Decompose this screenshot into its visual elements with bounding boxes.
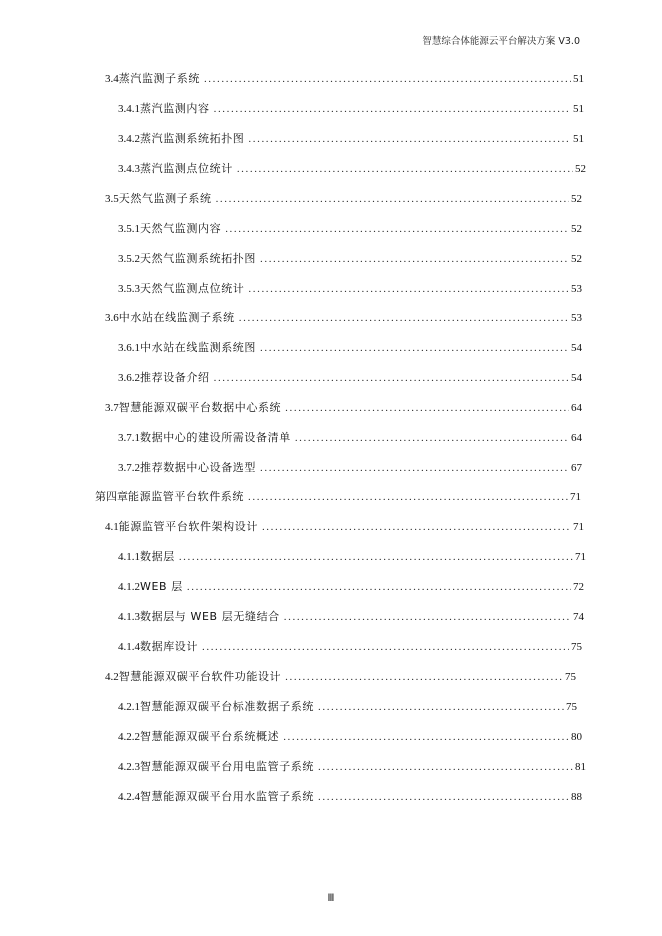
toc-entry-title: 推荐设备介绍 — [140, 371, 210, 384]
toc-entry-title: 推荐数据中心设备选型 — [140, 461, 256, 474]
toc-entry[interactable] — [118, 638, 582, 656]
toc-entry-page: 51 — [573, 133, 584, 145]
toc-entry-page: 52 — [571, 193, 582, 205]
toc-entry-page: 64 — [571, 432, 582, 444]
toc-entry-number: 3.5.3 — [118, 283, 140, 295]
toc-entry-number: 4.2 — [105, 671, 119, 683]
toc-entry-number: 3.6.2 — [118, 372, 140, 384]
toc-entry-title: 数据库设计 — [140, 640, 198, 653]
toc-dot-leader — [187, 578, 571, 596]
toc-dot-leader — [318, 758, 573, 776]
toc-entry-page: 67 — [571, 462, 582, 474]
toc-entry-number: 3.4.3 — [118, 163, 140, 175]
toc-entry[interactable] — [105, 309, 582, 327]
toc-entry[interactable] — [118, 698, 577, 716]
toc-entry-number: 4.1.1 — [118, 551, 140, 563]
toc-dot-leader — [285, 668, 563, 686]
toc-entry-title: 天然气监测点位统计 — [140, 282, 245, 295]
toc-dot-leader — [260, 250, 569, 268]
toc-entry-page: 52 — [571, 253, 582, 265]
toc-entry-title: 天然气监测系统拓扑图 — [140, 252, 256, 265]
toc-entry-page: 75 — [566, 701, 577, 713]
toc-entry-title: 蒸汽监测系统拓扑图 — [140, 132, 245, 145]
toc-entry-number: 3.5.2 — [118, 253, 140, 265]
toc-entry[interactable] — [118, 339, 582, 357]
toc-dot-leader — [204, 70, 571, 88]
toc-entry-number: 4.1.4 — [118, 641, 140, 653]
toc-entry-number: 3.4.1 — [118, 103, 140, 115]
toc-entry-number: 第四章 — [95, 491, 128, 503]
toc-entry-title: 天然气监测内容 — [140, 222, 222, 235]
toc-entry-title: 数据中心的建设所需设备清单 — [140, 431, 291, 444]
toc-dot-leader — [179, 548, 573, 566]
toc-entry-title: 智慧能源双碳平台标准数据子系统 — [140, 700, 314, 713]
toc-entry-number: 3.7.1 — [118, 432, 140, 444]
toc-entry-page: 51 — [573, 103, 584, 115]
toc-dot-leader — [248, 130, 571, 148]
toc-entry-number: 4.1.2 — [118, 581, 140, 593]
toc-entry[interactable] — [105, 399, 582, 417]
toc-dot-leader — [283, 728, 569, 746]
toc-entry-title: 智慧能源双碳平台系统概述 — [140, 730, 280, 743]
toc-dot-leader — [318, 698, 564, 716]
toc-entry-page: 51 — [573, 73, 584, 85]
toc-entry-title: 智慧能源双碳平台用水监管子系统 — [140, 790, 314, 803]
toc-entry-page: 71 — [575, 551, 586, 563]
toc-entry-title: 智慧能源双碳平台用电监管子系统 — [140, 760, 314, 773]
toc-entry-title: 能源监管平台软件架构设计 — [118, 520, 258, 533]
toc-entry-number: 3.7.2 — [118, 462, 140, 474]
toc-entry-page: 53 — [571, 283, 582, 295]
toc-entry-page: 81 — [575, 761, 586, 773]
toc-entry-title: 能源监管平台软件系统 — [128, 490, 244, 503]
toc-entry[interactable] — [118, 578, 584, 596]
toc-entry-number: 3.4 — [105, 73, 119, 85]
toc-entry-number: 4.1.3 — [118, 611, 140, 623]
toc-entry[interactable] — [118, 459, 582, 477]
toc-dot-leader — [216, 190, 569, 208]
toc-entry[interactable] — [105, 518, 584, 536]
toc-entry[interactable] — [118, 369, 582, 387]
toc-entry-page: 53 — [571, 312, 582, 324]
toc-entry-page: 71 — [570, 491, 581, 503]
toc-entry[interactable] — [118, 160, 586, 178]
toc-dot-leader — [225, 220, 569, 238]
toc-dot-leader — [295, 429, 569, 447]
toc-dot-leader — [214, 369, 569, 387]
toc-dot-leader — [239, 309, 569, 327]
toc-entry[interactable] — [105, 668, 576, 686]
toc-entry-page: 52 — [571, 223, 582, 235]
toc-entry-number: 4.2.4 — [118, 791, 140, 803]
toc-entry[interactable] — [118, 100, 584, 118]
toc-entry-number: 3.6 — [105, 312, 119, 324]
toc-entry-title: 蒸汽监测点位统计 — [140, 162, 233, 175]
toc-dot-leader — [214, 100, 571, 118]
toc-entry[interactable] — [118, 280, 582, 298]
toc-dot-leader — [237, 160, 573, 178]
toc-entry[interactable] — [118, 758, 586, 776]
document-header: 智慧综合体能源云平台解决方案 V3.0 — [422, 36, 580, 47]
toc-entry-number: 3.5 — [105, 193, 119, 205]
toc-entry-title: 天然气监测子系统 — [118, 192, 212, 205]
toc-dot-leader — [202, 638, 569, 656]
toc-entry[interactable] — [118, 608, 584, 626]
toc-entry-title: 数据层 — [140, 550, 175, 563]
toc-entry-number: 4.1 — [105, 521, 119, 533]
toc-dot-leader — [248, 488, 568, 506]
toc-entry-number: 3.5.1 — [118, 223, 140, 235]
toc-entry[interactable] — [118, 130, 584, 148]
toc-entry[interactable] — [95, 488, 581, 506]
toc-entry-title: 中水站在线监测子系统 — [118, 311, 235, 324]
toc-dot-leader — [284, 608, 571, 626]
toc-entry-title: 蒸汽监测内容 — [140, 102, 210, 115]
toc-entry-page: 54 — [571, 342, 582, 354]
toc-entry-title: 智慧能源双碳平台软件功能设计 — [118, 670, 282, 683]
toc-entry-title: 蒸汽监测子系统 — [118, 72, 200, 85]
toc-entry-page: 74 — [573, 611, 584, 623]
toc-dot-leader — [318, 788, 569, 806]
toc-entry[interactable] — [118, 250, 582, 268]
toc-entry-number: 4.2.1 — [118, 701, 140, 713]
toc-entry[interactable] — [118, 788, 582, 806]
toc-entry[interactable] — [118, 728, 582, 746]
toc-entry-page: 80 — [571, 731, 582, 743]
page-number: Ⅲ — [327, 893, 335, 904]
toc-entry-title: 数据层与 WEB 层无缝结合 — [140, 610, 280, 623]
toc-entry[interactable] — [118, 548, 586, 566]
toc-entry-page: 88 — [571, 791, 582, 803]
toc-entry-page: 75 — [565, 671, 576, 683]
toc-entry-page: 75 — [571, 641, 582, 653]
toc-entry-page: 54 — [571, 372, 582, 384]
toc-entry[interactable] — [118, 220, 582, 238]
toc-entry-number: 4.2.3 — [118, 761, 140, 773]
toc-entry-number: 3.4.2 — [118, 133, 140, 145]
toc-dot-leader — [285, 399, 569, 417]
toc-entry-number: 3.7 — [105, 402, 119, 414]
toc-entry-page: 72 — [573, 581, 584, 593]
toc-dot-leader — [260, 459, 569, 477]
toc-entry-page: 52 — [575, 163, 586, 175]
toc-entry[interactable] — [105, 70, 584, 88]
toc-dot-leader — [260, 339, 569, 357]
toc-entry-number: 4.2.2 — [118, 731, 140, 743]
toc-entry-title: WEB 层 — [140, 580, 183, 593]
toc-dot-leader — [248, 280, 569, 298]
toc-entry-number: 3.6.1 — [118, 342, 140, 354]
toc-entry-page: 64 — [571, 402, 582, 414]
toc-dot-leader — [262, 518, 571, 536]
toc-entry[interactable] — [118, 429, 582, 447]
toc-entry-page: 71 — [573, 521, 584, 533]
toc-entry-title: 中水站在线监测系统图 — [140, 341, 256, 354]
toc-entry[interactable] — [105, 190, 582, 208]
toc-entry-title: 智慧能源双碳平台数据中心系统 — [118, 401, 282, 414]
